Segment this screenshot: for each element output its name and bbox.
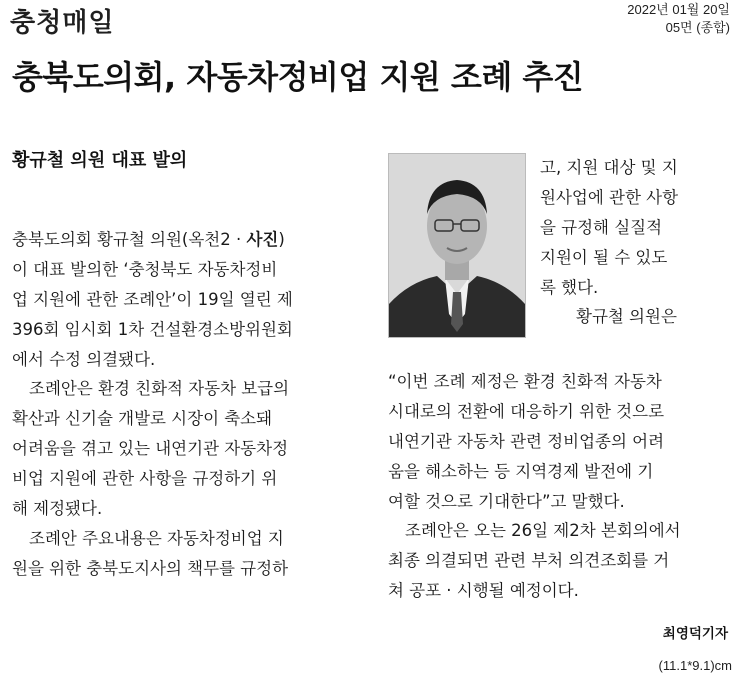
text-line	[540, 243, 730, 273]
text-line	[12, 464, 360, 494]
text-line	[388, 397, 730, 427]
text-span: 여할 것으로 기대한다”고 말했다.	[388, 491, 625, 511]
text-line	[388, 367, 730, 397]
text-line	[388, 427, 730, 457]
text-line	[12, 345, 360, 375]
article-left-column	[12, 225, 360, 584]
text-span: 원을 위한 충북도지사의 책무를 규정하	[12, 558, 289, 578]
text-line	[388, 457, 730, 487]
text-span: 업 지원에 관한 조례안’이 19일 열린 제	[12, 289, 293, 309]
text-span: 조례안은 환경 친화적 자동차 보급의	[29, 379, 290, 399]
text-line	[12, 255, 360, 285]
text-span: 해 제정됐다.	[12, 499, 103, 519]
text-span: 고, 지원 대상 및 지	[540, 158, 678, 177]
text-span: 내연기관 자동차 관련 정비업종의 어려	[388, 431, 665, 451]
page-number: 05면 (종합)	[665, 20, 730, 35]
text-line	[12, 225, 360, 255]
text-line	[12, 494, 360, 524]
portrait-image	[389, 154, 525, 337]
article-right-column	[388, 367, 730, 606]
text-span: 어려움을 겪고 있는 내연기관 자동차정	[12, 439, 289, 459]
reporter-subject-photo	[388, 153, 526, 338]
text-span: 쳐 공포 · 시행될 예정이다.	[388, 581, 579, 601]
text-span: 지원이 될 수 있도	[540, 247, 668, 267]
text-span: 이 대표 발의한 ‘충청북도 자동차정비	[12, 259, 278, 279]
text-line	[540, 213, 730, 243]
text-line	[12, 524, 360, 554]
text-span: 록 했다.	[540, 277, 599, 297]
text-line	[388, 546, 730, 576]
text-line	[12, 554, 360, 584]
text-line	[388, 487, 730, 517]
text-span: 에서 수정 의결됐다.	[12, 349, 156, 369]
text-span: 움을 해소하는 등 지역경제 발전에 기	[388, 461, 654, 481]
text-line	[12, 374, 360, 404]
text-span: 확산과 신기술 개발로 시장이 축소돼	[12, 409, 273, 429]
text-span: 시대로의 전환에 대응하기 위한 것으로	[388, 401, 665, 421]
publication-meta	[627, 1, 730, 37]
photo-credit-word: 사진	[246, 230, 279, 249]
text-line	[12, 434, 360, 464]
text-span: 원사업에 관한 사항	[540, 187, 679, 207]
text-line	[12, 285, 360, 315]
text-span: 을 규정해 실질적	[540, 217, 663, 237]
text-line	[540, 273, 730, 303]
text-span: 충북도의회 황규철 의원(옥천2 · 사진)	[12, 230, 285, 249]
text-span: 황규철 의원은	[576, 307, 677, 327]
text-span: 조례안은 오는 26일 제2차 본회의에서	[405, 521, 681, 541]
text-line	[540, 183, 730, 213]
text-span: 조례안 주요내용은 자동차정비업 지	[29, 528, 284, 548]
text-line	[388, 516, 730, 546]
text-span: “이번 조례 제정은 환경 친화적 자동차	[388, 372, 662, 391]
text-line	[388, 576, 730, 606]
clipping-size: (11.1*9.1)cm	[658, 658, 732, 673]
newspaper-name: 충청매일	[10, 8, 115, 38]
text-line	[540, 302, 730, 332]
subheadline: 황규철 의원 대표 발의	[12, 150, 188, 171]
text-line	[12, 404, 360, 434]
text-span: 최종 의결되면 관련 부처 의견조회를 거	[388, 551, 670, 571]
text-line	[12, 315, 360, 345]
headline: 충북도의회, 자동차정비업 지원 조례 추진	[12, 58, 584, 96]
text-span: 396회 임시회 1차 건설환경소방위원회	[12, 319, 293, 339]
text-span: 비업 지원에 관한 사항을 규정하기 위	[12, 469, 278, 489]
publication-date: 2022년 01월 20일	[627, 2, 730, 17]
text-line	[540, 153, 730, 183]
byline: 최영덕기자	[662, 626, 728, 642]
article-right-top	[540, 153, 730, 332]
